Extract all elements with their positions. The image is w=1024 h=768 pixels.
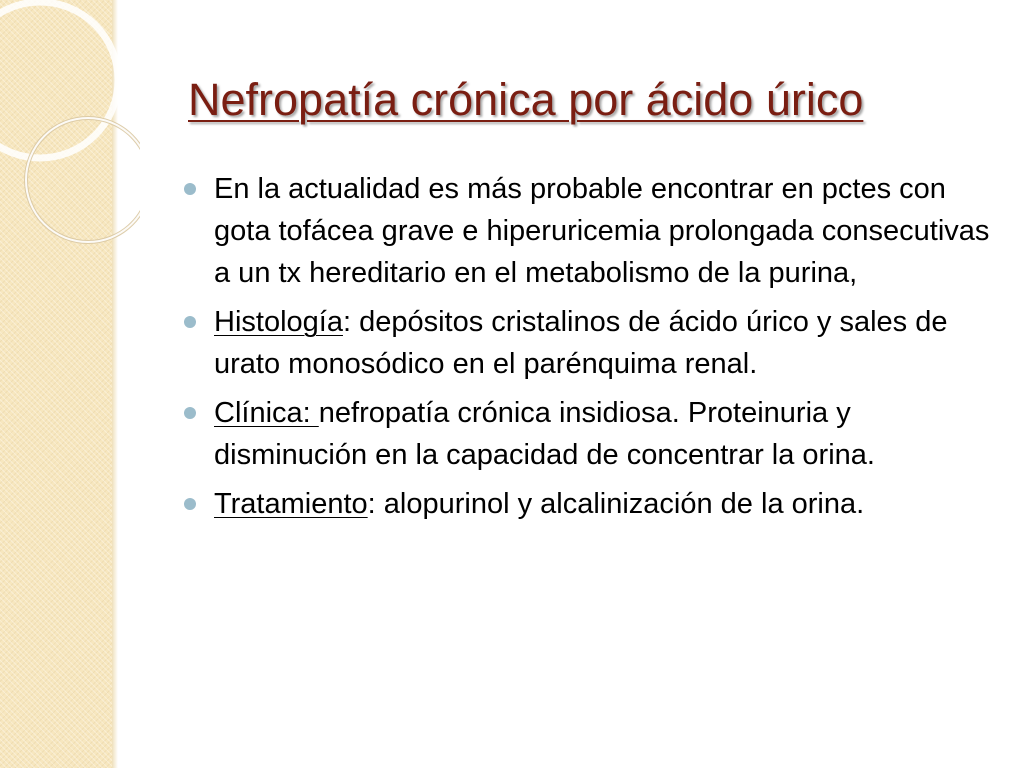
bullet-term: Tratamiento	[214, 488, 368, 520]
slide-title: Nefropatía crónica por ácido úrico	[188, 74, 864, 125]
decorative-rings	[0, 0, 140, 260]
bullet-item	[184, 301, 996, 385]
bullet-text: : alopurinol y alcalinización de la orina.	[367, 488, 865, 520]
bullet-term: Clínica:	[214, 397, 319, 429]
bullet-dot-icon	[184, 498, 196, 510]
bullet-item	[184, 392, 996, 476]
bullet-item	[184, 168, 996, 294]
bullet-dot-icon	[184, 183, 196, 195]
bullet-text: nefropatía crónica insidiosa. Proteinuria y disminución en la capacidad de concentrar la orina.	[214, 397, 875, 471]
bullet-list	[184, 168, 996, 532]
bullet-text: : depósitos cristalinos de ácido úrico y sales de urato monosódico en el parénquima renal.	[214, 306, 948, 380]
bullet-item	[184, 483, 996, 525]
bullet-dot-icon	[184, 316, 196, 328]
bullet-dot-icon	[184, 407, 196, 419]
bullet-term: Histología	[214, 306, 343, 338]
bullet-text: En la actualidad es más probable encontrar en pctes con gota tofácea grave e hiperuricemia prolongada consecutivas a un tx hereditario en el metabolismo de la purina,	[214, 173, 990, 289]
